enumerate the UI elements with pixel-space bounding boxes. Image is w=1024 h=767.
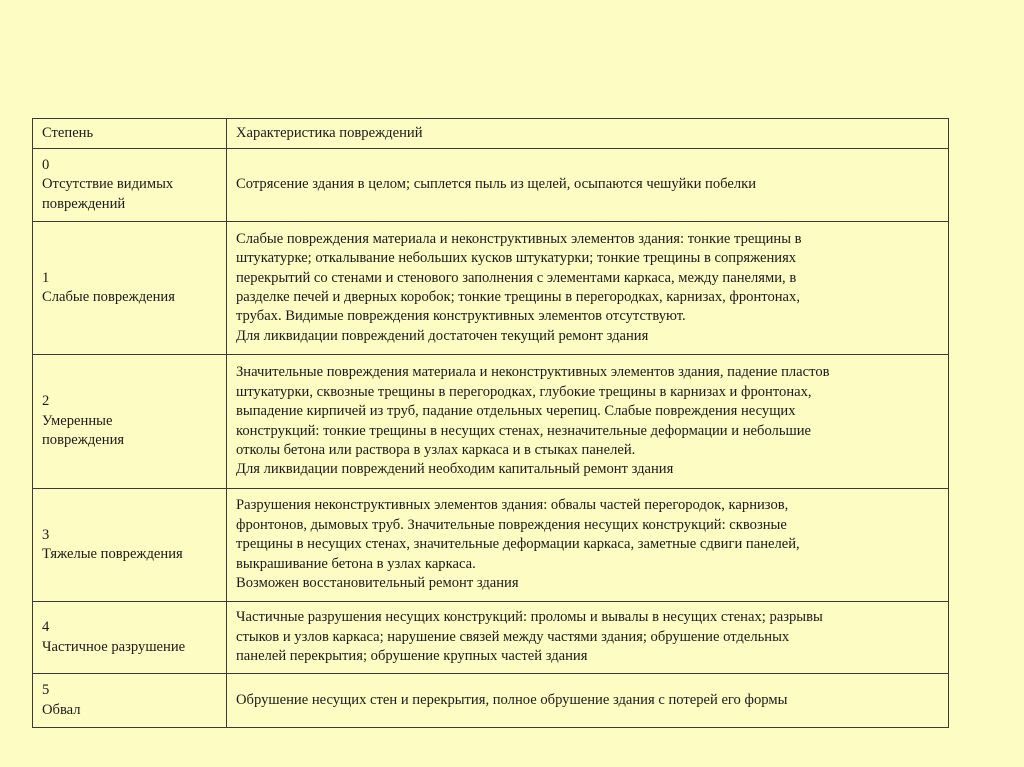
degree-cell — [33, 222, 227, 355]
degree-line: Частичное разрушение — [42, 638, 186, 655]
degree-line: Тяжелые повреждения — [42, 546, 183, 562]
description-line: штукатурке; откалывание небольших кусков штукатурки; тонкие трещины в сопряжениях — [236, 250, 797, 267]
description-line: трещины в несущих стенах, значительные деформации каркаса, заметные сдвиги панелей, — [236, 536, 800, 553]
description-line: Для ликвидации повреждений достаточен текущий ремонт здания — [236, 327, 649, 344]
header-degree: Степень — [33, 119, 227, 149]
description-line: стыков и узлов каркаса; нарушение связей между частями здания; обрушение отдельных — [236, 628, 790, 645]
description-line: выкрашивание бетона в узлах каркаса. — [236, 555, 476, 572]
description-line: трубах. Видимые повреждения конструктивных элементов отсутствуют. — [236, 308, 686, 325]
degree-line: Умеренные — [42, 412, 113, 429]
damage-degree-table — [32, 118, 949, 728]
table-row — [33, 355, 949, 489]
table-row — [33, 489, 949, 602]
description-line: фронтонов, дымовых труб. Значительные повреждения несущих конструкций: сквозные — [236, 516, 787, 533]
description-line: разделке печей и дверных коробок; тонкие трещины в перегородках, карнизах, фронтонах, — [236, 289, 800, 305]
description-cell — [227, 674, 949, 728]
description-line: Значительные повреждения материала и неконструктивных элементов здания, падение пластов — [236, 364, 830, 381]
description-cell — [227, 149, 949, 222]
header-characteristic: Характеристика повреждений — [227, 119, 949, 149]
degree-line: 5 — [42, 682, 50, 699]
table-row — [33, 674, 949, 728]
description-line: Сотрясение здания в целом; сыплется пыль из щелей, осыпаются чешуйки побелки — [236, 176, 757, 193]
degree-line: Слабые повреждения — [42, 289, 175, 305]
description-line: Слабые повреждения материала и неконструктивных элементов здания: тонкие трещины в — [236, 230, 802, 247]
description-line: Обрушение несущих стен и перекрытия, полное обрушение здания с потерей его формы — [236, 691, 788, 708]
degree-cell — [33, 149, 227, 222]
degree-line: 3 — [42, 526, 50, 543]
description-line: панелей перекрытия; обрушение крупных частей здания — [236, 648, 588, 665]
table-header-row — [33, 119, 949, 149]
table-row — [33, 222, 949, 355]
table-row — [33, 602, 949, 674]
description-line: Разрушения неконструктивных элементов здания: обвалы частей перегородок, карнизов, — [236, 497, 789, 514]
description-line: перекрытий со стенами и стенового заполнения с элементами каркаса, между панелями, в — [236, 269, 797, 286]
description-line: штукатурки, сквозные трещины в перегородках, глубокие трещины в карнизах и фронтонах, — [236, 383, 812, 400]
description-line: конструкций: тонкие трещины в несущих стенах, незначительные деформации и небольшие — [236, 422, 812, 439]
degree-line: повреждения — [42, 432, 125, 449]
degree-cell — [33, 674, 227, 728]
description-cell — [227, 602, 949, 674]
degree-line: повреждений — [42, 195, 126, 212]
degree-line: 0 — [42, 156, 50, 173]
description-line: отколы бетона или раствора в узлах каркаса и в стыках панелей. — [236, 441, 636, 458]
degree-cell — [33, 602, 227, 674]
description-line: Для ликвидации повреждений необходим капитальный ремонт здания — [236, 461, 674, 478]
description-cell — [227, 489, 949, 602]
degree-line: 4 — [42, 619, 50, 636]
degree-line: 1 — [42, 269, 50, 286]
description-line: выпадение кирпичей из труб, падание отдельных черепиц. Слабые повреждения несущих — [236, 403, 796, 420]
description-cell — [227, 222, 949, 355]
degree-cell — [33, 489, 227, 602]
degree-cell — [33, 355, 227, 489]
description-line: Частичные разрушения несущих конструкций: проломы и вывалы в несущих стенах; разрывы — [236, 609, 823, 626]
degree-line: Отсутствие видимых — [42, 176, 174, 193]
description-line: Возможен восстановительный ремонт здания — [236, 575, 519, 592]
table-row — [33, 149, 949, 222]
degree-line: Обвал — [42, 701, 81, 718]
degree-line: 2 — [42, 393, 50, 410]
description-cell — [227, 355, 949, 489]
